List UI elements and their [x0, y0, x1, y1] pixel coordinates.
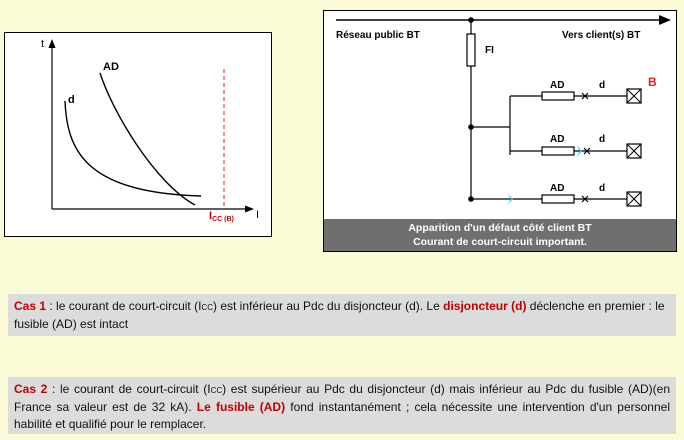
case-1-subscript: CC: [201, 303, 213, 312]
source-label: Réseau public BT: [336, 30, 420, 41]
case-2-text-c: fond instantanément ; cela nécessite une intervention d'un personnel habilité et qualifié pour le remplacer.: [14, 400, 670, 431]
y-axis-arrow: [49, 39, 56, 48]
ad-fuse-1: [542, 92, 574, 100]
y-axis-label: t: [41, 38, 45, 50]
case-2-highlight: Le fusible (AD): [196, 400, 286, 414]
case-1-text-a: : le courant de court-circuit (I: [46, 299, 202, 313]
fi-fuse: [467, 34, 475, 66]
case-2-subscript: CC: [210, 386, 223, 395]
case-2-box: [8, 377, 676, 434]
x-axis-label: I: [256, 209, 260, 221]
bus-arrow: [659, 15, 671, 25]
case-2-title: Cas 2: [14, 382, 48, 396]
destination-label: Vers client(s) BT: [562, 30, 641, 41]
client-line-3: [471, 183, 641, 206]
network-diagram: [324, 11, 676, 219]
tripping-curve-chart: [5, 33, 273, 238]
case-2-text-a: : le courant de court-circuit (I: [47, 382, 211, 396]
fi-label: FI: [485, 45, 494, 56]
caption-line-2: Courant de court-circuit important.: [413, 236, 587, 248]
curve-ad: [100, 73, 195, 205]
tripping-curve-panel: [4, 32, 272, 237]
ad-label-2: AD: [550, 134, 565, 145]
fault-point-label: B: [648, 75, 657, 89]
client-line-1: [510, 75, 657, 103]
ad-label-3: AD: [550, 183, 565, 194]
icc-label: ICC (B): [209, 210, 234, 223]
caption-line-1: Apparition d'un défaut côté client BT: [408, 222, 592, 234]
case-2-text-b: ) est supérieur au Pdc du disjoncteur (d) mais inférieur au Pdc du fusible (AD)(en France sa valeur est de 32 kA).: [14, 382, 671, 414]
case-1-highlight: disjoncteur (d): [443, 299, 527, 313]
curve-d-label: d: [68, 94, 75, 106]
d-label-1: d: [599, 80, 606, 91]
case-1-text-c: déclenche en premier : le fusible (AD) est intact: [14, 299, 665, 331]
curve-ad-label: AD: [103, 61, 119, 73]
curve-d: [65, 101, 201, 196]
diagram-caption: [324, 219, 676, 251]
case-1-box: [8, 294, 676, 336]
d-label-2: d: [599, 134, 606, 145]
ad-label-1: AD: [550, 80, 565, 91]
d-label-3: d: [599, 183, 606, 194]
network-diagram-panel: [323, 10, 677, 252]
ad-fuse-2: [542, 147, 574, 155]
case-1-text-b: ) est inférieur au Pdc du disjoncteur (d). Le: [212, 299, 444, 313]
x-axis-arrow: [245, 206, 254, 213]
case-1-title: Cas 1: [14, 299, 47, 313]
client-line-2: [510, 134, 641, 158]
ad-fuse-3: [542, 195, 574, 203]
